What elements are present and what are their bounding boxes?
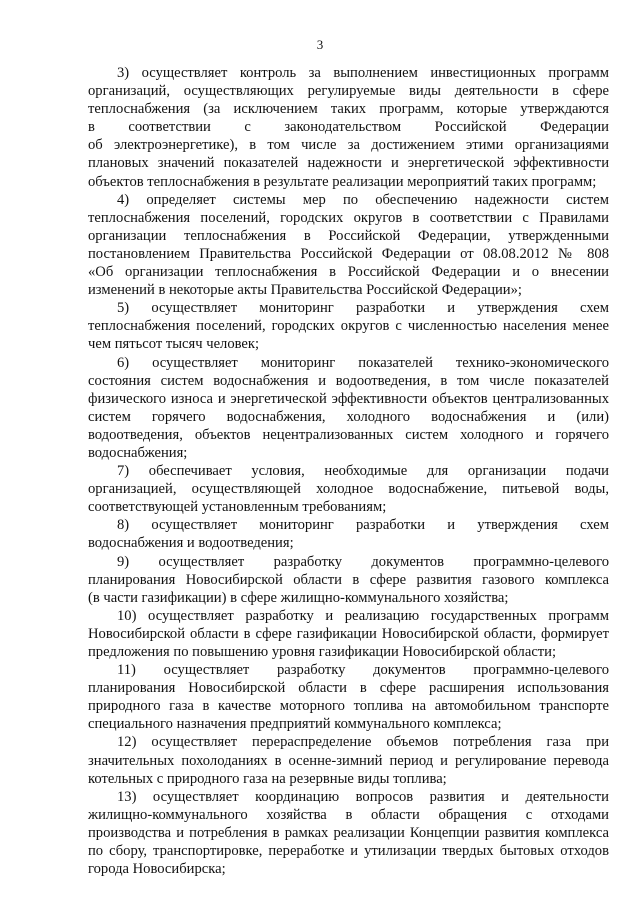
list-item-paragraph [88,191,609,300]
text-line: теплоснабжения поселений, городских округов в соответствии с Правилами [88,209,609,226]
text-line: 5) осуществляет мониторинг разработки и утверждения схем [117,300,609,317]
list-item-paragraph [88,733,609,787]
text-line: в соответствии с законодательством Российской Федерации [88,119,609,136]
list-item-paragraph [88,354,609,463]
text-line: по сбору, транспортировке, переработке и утилизации твердых бытовых отходов [88,843,609,860]
text-line: жилищно-коммунального хозяйства в области обращения с отходами [88,806,609,823]
text-line: котельных с природного газа на резервные виды топлива; [88,770,447,787]
text-line: теплоснабжения (за исключением таких программ, которые утверждаются [88,101,609,118]
text-line: систем горячего водоснабжения, холодного водоснабжения и (или) [88,408,609,425]
text-line: водоснабжения и водоотведения; [88,535,294,552]
text-line: изменений в некоторые акты Правительства Российской Федерации»; [88,282,522,299]
text-line: организаций, осуществляющих регулируемые виды деятельности в сфере [88,83,609,100]
text-line: об электроэнергетике), в том числе за достижением этими организациями [88,137,609,154]
text-line: водоснабжения; [88,444,188,461]
text-line: организации теплоснабжения в Российской Федерации, утвержденными [88,227,609,244]
text-line: состояния систем водоснабжения и водоотведения, в том числе показателей [88,372,609,389]
text-line: производства и потребления в рамках реализации Концепции развития комплекса [88,824,609,841]
text-line: предложения по повышению уровня газификации Новосибирской области; [88,644,557,660]
list-item-paragraph [88,462,609,516]
page-number: 3 [316,37,324,52]
text-line: Новосибирской области в сфере газификации Новосибирской области, формирует [88,625,609,642]
list-item-paragraph [88,553,609,607]
text-line: 4) определяет системы мер по обеспечению надежности систем [117,191,609,208]
text-line: планирования Новосибирской области в сфере развития газового комплекса [88,571,609,588]
text-line: 10) осуществляет разработку и реализацию государственных программ [117,607,609,624]
text-line: объектов теплоснабжения в результате реализации мероприятий таких программ; [88,173,597,190]
text-line: чем пятьсот тысяч человек; [88,336,260,353]
text-line: природного газа в качестве моторного топлива на автомобильном транспорте [88,698,609,715]
document-body [88,64,609,878]
text-line: соответствующей установленным требованиям; [88,499,387,516]
text-line: 11) осуществляет разработку документов программно-целевого [117,662,609,679]
list-item-paragraph [88,299,609,353]
text-line: организацией, осуществляющей холодное водоснабжение, питьевой воды, [88,481,609,498]
text-line: 13) осуществляет координацию вопросов развития и деятельности [117,788,609,805]
text-line: 6) осуществляет мониторинг показателей технико-экономического [117,354,609,371]
text-line: 9) осуществляет разработку документов программно-целевого [117,553,609,570]
text-line: 8) осуществляет мониторинг разработки и утверждения схем [117,517,609,534]
list-item-paragraph [88,607,609,661]
text-line: водоотведения, объектов нецентрализованных систем холодного и горячего [88,426,609,443]
text-line: теплоснабжения поселений, городских округов с численностью населения менее [88,318,609,335]
text-line: города Новосибирска; [88,861,226,878]
list-item-paragraph [88,64,609,191]
text-line: постановлением Правительства Российской Федерации от 08.08.2012 № 808 [88,245,609,262]
text-line: 3) осуществляет контроль за выполнением инвестиционных программ [117,65,609,81]
text-line: специального назначения предприятий коммунального комплекса; [88,716,502,733]
text-line: «Об организации теплоснабжения в Российской Федерации и о внесении [88,264,609,281]
text-line: 7) обеспечивает условия, необходимые для организации подачи [117,463,609,480]
text-line: (в части газификации) в сфере жилищно-коммунального хозяйства; [88,589,509,606]
text-line: плановых значений показателей надежности и энергетической эффективности [88,155,609,172]
list-item-paragraph [88,516,609,552]
text-line: значительных похолоданиях в осенне-зимний период и регулирование перевода [88,752,609,769]
text-line: 12) осуществляет перераспределение объемов потребления газа при [117,734,609,751]
list-item-paragraph [88,661,609,733]
list-item-paragraph [88,788,609,878]
text-line: планирования Новосибирской области в сфере расширения использования [88,680,609,697]
text-line: физического износа и энергетической эффективности объектов централизованных [88,390,609,407]
